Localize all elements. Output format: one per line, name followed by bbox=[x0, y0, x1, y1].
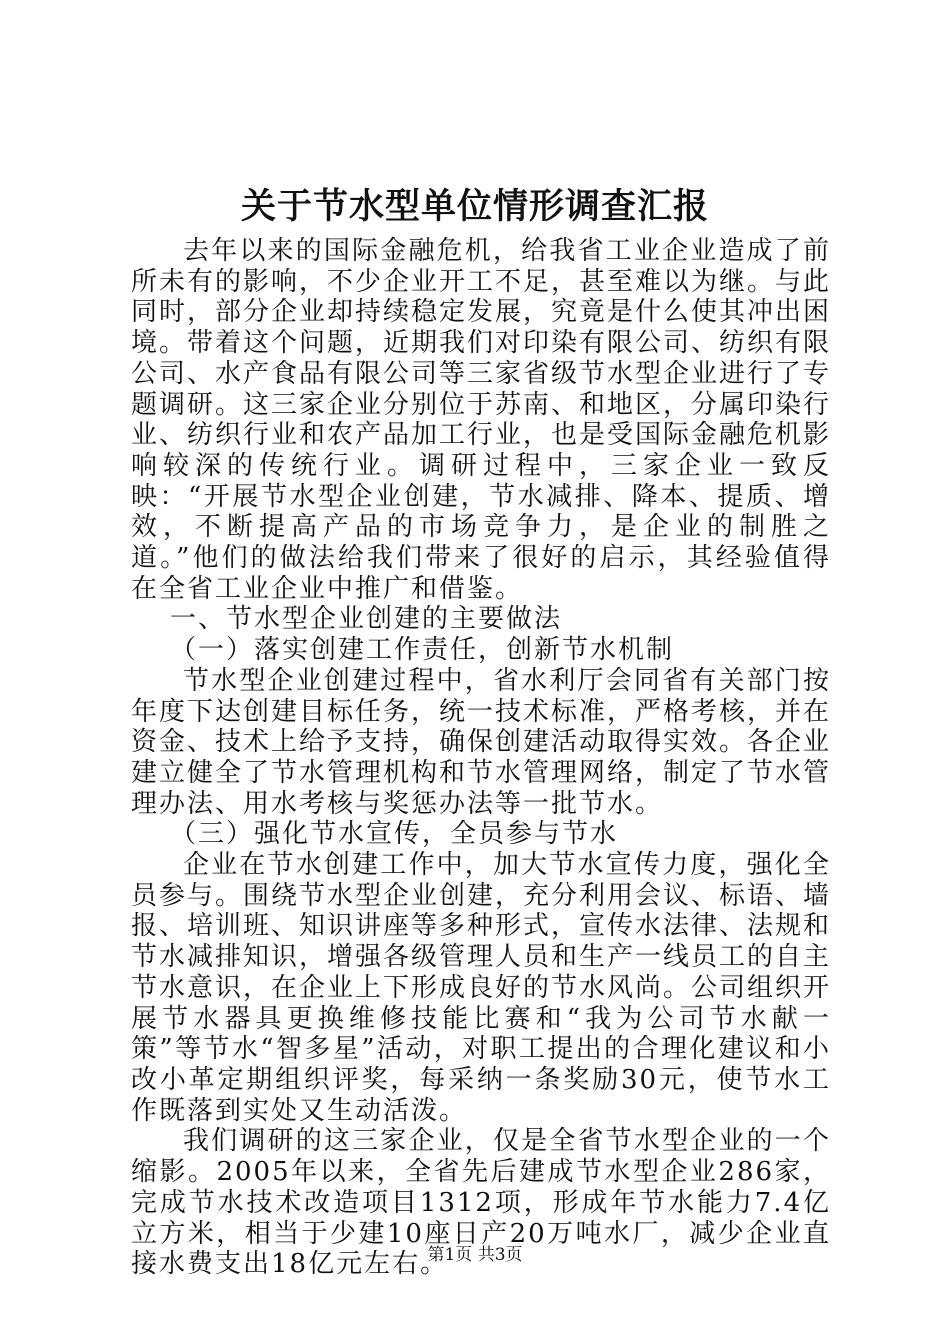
page-title: 关于节水型单位情形调查汇报 bbox=[240, 186, 709, 227]
paragraph-publicity: 企业在节水创建工作中，加大节水宣传力度，强化全员参与。围绕节水型企业创建，充分利用会议、标语、墙报、培训班、知识讲座等多种形式，宣传水法律、法规和节水减排知识，增强各级管理人员和生产一线员工的自主节水意识，在企业上下形成良好的节水风尚。公司组织开展节水器具更换维修技能比赛和“我为公司节水献一策”等节水“智多星”活动，对职工提出的合理化建议和小改小革定期组织评奖，每采纳一条奖励30元，使节水工作既落到实处又生动活泼。 bbox=[131, 850, 832, 1126]
paragraph-intro: 去年以来的国际金融危机，给我省工业企业造成了前所未有的影响，不少企业开工不足，甚至难以为继。与此同时，部分企业却持续稳定发展，究竟是什么使其冲出困境。带着这个问题，近期我们对印染有限公司、纺织有限公司、水产食品有限公司等三家省级节水型企业进行了专题调研。这三家企业分别位于苏南、和地区，分属印染行业、纺织行业和农产品加工行业，也是受国际金融危机影响较深的传统行业。调研过程中，三家企业一致反映：“开展节水型企业创建，节水减排、降本、提质、增效，不断提高产品的市场竞争力，是企业的制胜之道。”他们的做法给我们带来了很好的启示，其经验值得在全省工业企业中推广和借鉴。 bbox=[131, 236, 832, 604]
page-number-footer: 第1页 共3页 bbox=[427, 1245, 523, 1265]
section-heading-1: 一、节水型企业创建的主要做法 bbox=[170, 604, 563, 635]
paragraph-summary: 我们调研的这三家企业，仅是全省节水型企业的一个缩影。2005年以来，全省先后建成节水型企业286家，完成节水技术改造项目1312项，形成年节水能力7.4亿立方米，相当于少建10座日产20万吨水厂，减少企业直接水费支出18亿元左右。 bbox=[131, 1126, 831, 1280]
paragraph-mechanism: 节水型企业创建过程中，省水利厅会同省有关部门按年度下达创建目标任务，统一技术标准，严格考核，并在资金、技术上给予支持，确保创建活动取得实效。各企业建立健全了节水管理机构和节水管理网络，制定了节水管理办法、用水考核与奖惩办法等一批节水。 bbox=[131, 665, 832, 819]
subsection-heading-1: （一）落实创建工作责任，创新节水机制 bbox=[170, 635, 675, 666]
subsection-heading-3: （三）强化节水宣传，全员参与节水 bbox=[170, 819, 619, 850]
document-body bbox=[131, 236, 831, 1280]
